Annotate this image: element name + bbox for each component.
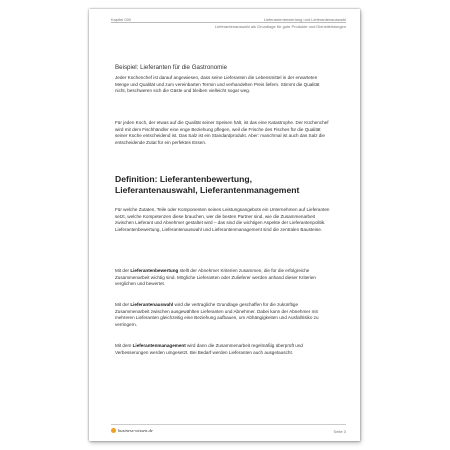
header-chapter: Kapitel 000: [111, 17, 132, 22]
logo-text: business-wissen.de: [118, 428, 153, 433]
auswahl-term: Lieferantenauswahl: [130, 302, 174, 307]
auswahl-prefix: Mit der: [115, 302, 131, 307]
management-prefix: Mit dem: [115, 343, 133, 348]
bewertung-term: Lieferantenbewertung: [130, 268, 179, 273]
section-paragraph-1: Jeder Küchenchef ist darauf angewiesen, dass seine Lieferanten die Lebensmittel in der erwarteten Menge und Qualität und zum vereinbarten Termin und verhandelten Preis liefern. Stimmt die Qualität nicht, beschweren sich die Gäste und bleiben vielleicht sogar weg.: [115, 75, 320, 93]
management-term: Lieferantenmanagement: [132, 343, 186, 348]
page-footer: [111, 428, 346, 436]
auswahl-text: wird die vertragliche Grundlage geschaffen für die zukünftige Zusammenarbeit zwischen ausgewählten Lieferanten und Abnehmer. Dabei kann der Abnehmer mit mehreren Lieferanten gleichzeitig eine Beziehung aufbauen, um Abhängigkeiten und Ausfallrisiko zu verringern.: [115, 302, 319, 327]
logo-dot-icon: [111, 428, 116, 433]
business-wissen-logo[interactable]: [111, 428, 153, 433]
footer-divider: [111, 424, 346, 425]
page-header: [111, 15, 346, 45]
definition-intro: Für welche Zutaten, Teile oder Komponenten seines Leistungsangebots ein Unternehmen auf Lieferanten setzt, welche Kompetenzen diese brauchen, wer die besten Partner sind, wie die Zusammenarbeit zwischen Lieferant und Abnehmer gestaltet wird – das sind die wichtigen Aspekte der Lieferantenpolitik. Lieferantenbewertung, Lieferantenauswahl und Lieferantenmanagement sind die zentralen Bausteine.: [115, 207, 330, 232]
definition-management: [115, 343, 330, 356]
definition-heading: Definition: Lieferantenbewertung, Lieferantenauswahl, Lieferantenmanagement: [115, 174, 300, 195]
definition-auswahl: [115, 302, 330, 328]
header-divider: [111, 22, 346, 23]
header-title-line1: Lieferantenbewertung und Lieferantenauswahl: [263, 17, 346, 22]
definition-bewertung: [115, 268, 330, 288]
management-text: wird dann die Zusammenarbeit regelmäßig überprüft und Verbesserungen werden umgesetzt. Bei Bedarf werden Lieferanten auch ausgetauscht.: [115, 343, 303, 355]
section-paragraph-2: Für jeden Koch, der etwas auf die Qualität seiner Speisen hält, ist das eine Katastrophe. Der Küchenchef wird mit dem Fischhändler eine enge Beziehung pflegen, weil die Frische des Fisches für die Qualität seiner Küche entscheidend ist. Das Salz ist ein Standardprodukt. Aber: manchmal ist auch das Salz die entscheidende Zutat für ein perfektes Essen.: [115, 120, 329, 145]
header-title-line2: Lieferantenauswahl als Grundlage für gute Produkte und Dienstleistungen: [215, 24, 346, 29]
page-number: Seite 3: [333, 428, 346, 434]
document-page: [89, 9, 360, 441]
bewertung-text: stellt der Abnehmer Kriterien zusammen, die für die erfolgreiche Zusammenarbeit wichtig sind. Mögliche Lieferanten oder Zulieferer werden anhand dieser Kriterien verglichen und bewertet.: [115, 268, 316, 286]
bewertung-prefix: Mit der: [115, 268, 131, 273]
section-title: Beispiel: Lieferanten für die Gastronomie: [115, 64, 228, 71]
